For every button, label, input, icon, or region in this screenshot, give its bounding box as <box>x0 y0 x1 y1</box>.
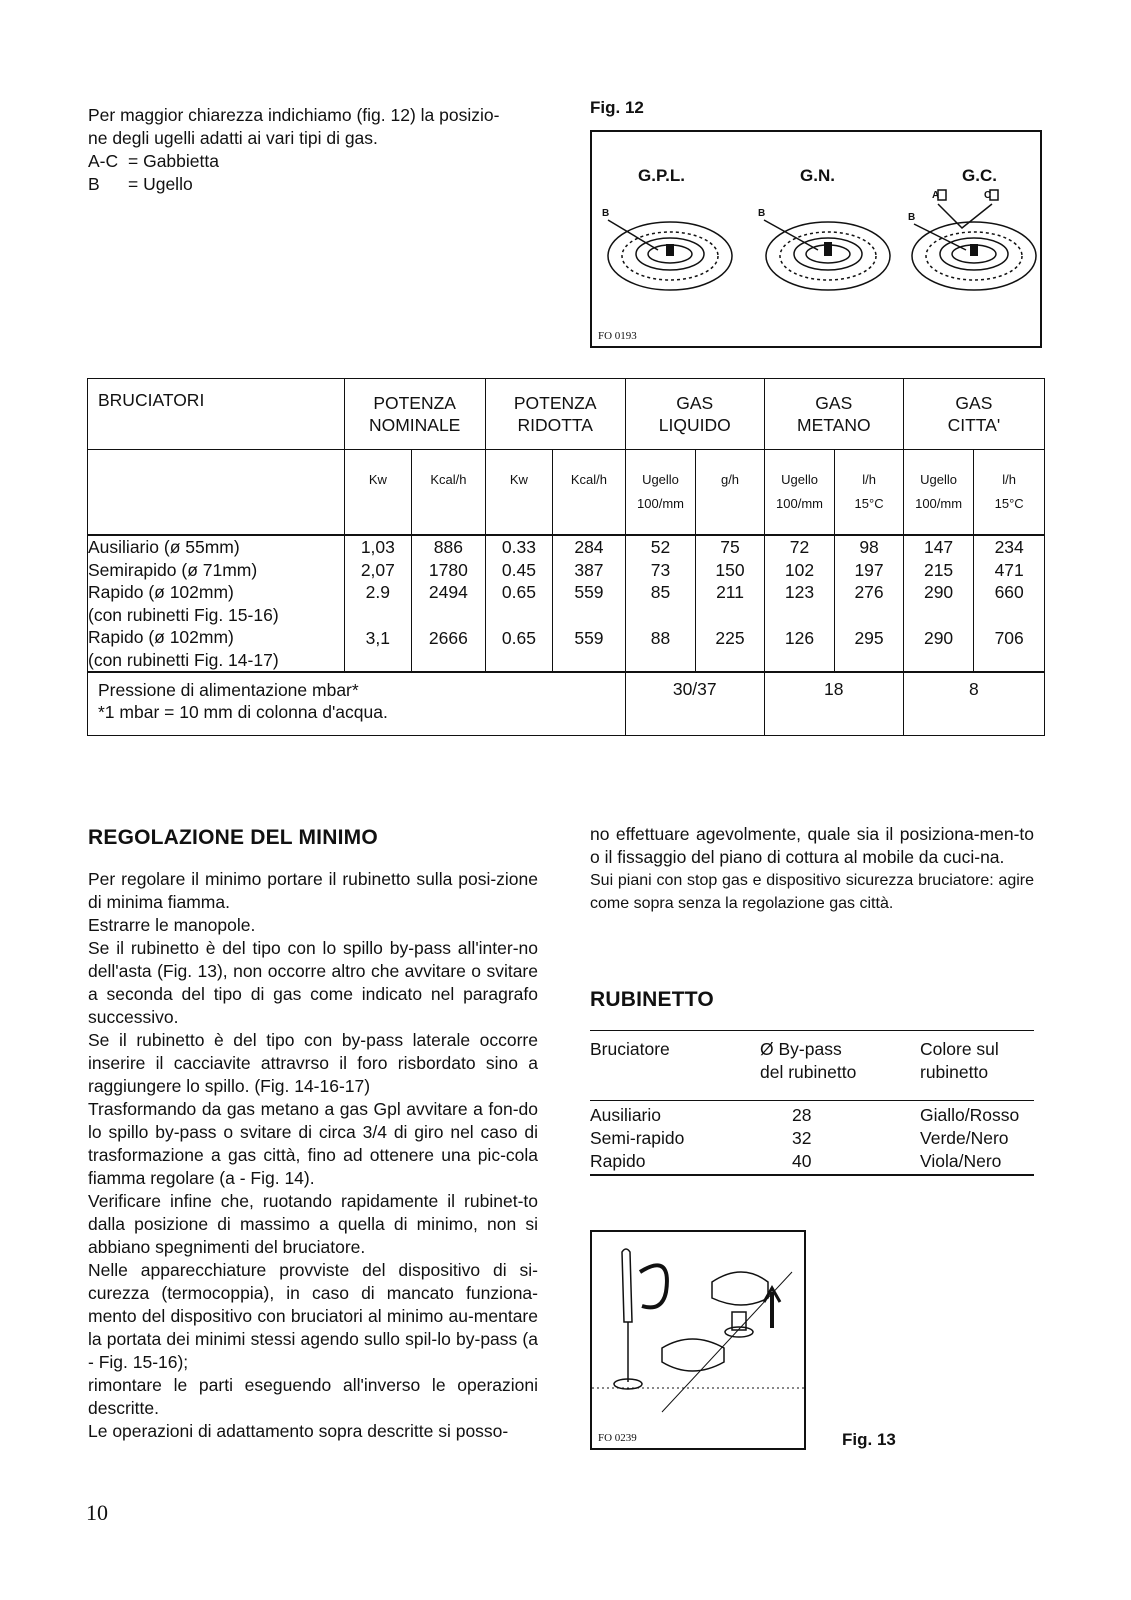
header-gas-citta: GAS CITTA' <box>903 379 1044 450</box>
rubinetto-cell: Verde/Nero <box>920 1128 1009 1148</box>
unit-cell: Kw <box>485 450 552 536</box>
page-number: 10 <box>86 1500 108 1525</box>
table-value: 284 <box>574 537 604 557</box>
table-value <box>696 604 764 627</box>
value-column <box>696 535 765 672</box>
table-value: 150 <box>715 559 745 580</box>
burner-names-cell <box>88 535 345 672</box>
letter-a: A <box>932 190 940 201</box>
paragraph: no effettuare agevolmente, quale sia il posiziona-men-to o il fissaggio del piano di cottura al mobile da cuci-na. <box>590 824 1034 867</box>
table-value: 276 <box>854 582 884 602</box>
table-value: 2494 <box>428 582 468 602</box>
pressure-liquido: 30/37 <box>625 672 764 736</box>
unit-cell: l/h 15°C <box>974 450 1045 536</box>
paragraph: Trasformando da gas metano a gas Gpl avvitare a fon-do lo spillo by-pass o svitare di circa 3/4 di giro nel caso di trasformazione a gas città, fino ad ottenere una pic-cola fiamma regolare (a - Fig. 14). <box>88 1099 538 1188</box>
table-value: 126 <box>784 627 815 648</box>
rubinetto-row <box>590 1127 1034 1150</box>
burner-name: Rapido (ø 102mm) <box>88 582 234 602</box>
table-value: 0.33 <box>501 537 536 557</box>
rubinetto-cell: 32 <box>792 1128 812 1148</box>
value-column <box>974 535 1045 672</box>
fig12-caption: Fig. 12 <box>590 98 644 117</box>
table-value: 234 <box>994 537 1024 557</box>
header-bruciatori: BRUCIATORI <box>88 379 345 450</box>
legend-key: B <box>88 174 100 194</box>
letter-b: B <box>758 208 766 219</box>
table-value: 52 <box>650 537 671 557</box>
table-value: 98 <box>859 537 879 557</box>
intro-line-2: ne degli ugelli adatti ai vari tipi di gas. <box>88 128 378 148</box>
rubinetto-cell: Semi-rapido <box>590 1128 685 1148</box>
rubinetto-header: Ø By-pass del rubinetto <box>760 1039 857 1082</box>
table-value: 0.45 <box>501 559 536 580</box>
paragraph: Sui piani con stop gas e dispositivo sicurezza bruciatore: agire come sopra senza la regolazione gas città. <box>590 872 1034 912</box>
paragraph: Per regolare il minimo portare il rubinetto sulla posi-zione di minima fiamma. <box>88 869 538 912</box>
fig12-illustration <box>590 130 1042 348</box>
table-value: 660 <box>994 582 1024 602</box>
burner-name: (con rubinetti Fig. 15-16) <box>88 604 279 625</box>
rubinetto-cell: Giallo/Rosso <box>920 1105 1020 1125</box>
rubinetto-cell: Viola/Nero <box>920 1151 1002 1171</box>
table-data-row <box>88 535 1045 672</box>
table-value: 290 <box>923 627 954 648</box>
intro-text <box>88 104 538 196</box>
rubinetto-row <box>590 1150 1034 1173</box>
continuation-text <box>590 823 1034 915</box>
burner-data-table <box>87 378 1045 736</box>
table-value: 706 <box>994 627 1024 648</box>
table-value: 559 <box>574 582 604 602</box>
table-value: 147 <box>923 537 954 557</box>
table-value <box>553 604 625 627</box>
rubinetto-header: Bruciatore <box>590 1039 670 1059</box>
table-value: 471 <box>994 559 1024 580</box>
table-value <box>412 604 485 627</box>
table-value <box>626 604 696 627</box>
table-rule-mid <box>590 1100 1034 1101</box>
table-value <box>486 604 552 627</box>
table-value: 85 <box>650 582 671 602</box>
value-column <box>344 535 411 672</box>
burner-name: Rapido (ø 102mm) <box>88 627 234 647</box>
unit-cell: Ugello 100/mm <box>625 450 696 536</box>
table-value <box>974 604 1044 627</box>
paragraph: Estrarre le manopole. <box>88 915 256 935</box>
value-column <box>903 535 974 672</box>
paragraph: Se il rubinetto è del tipo con lo spillo by-pass all'inter-no dell'asta (Fig. 13), non occorre altro che avvitare o svitare a seconda del tipo di gas come indicato nel paragrafo successivo. <box>88 938 538 1027</box>
letter-b: B <box>908 212 916 223</box>
table-units-row <box>88 450 1045 536</box>
table-rule-top <box>590 1030 1034 1031</box>
fig13-caption: Fig. 13 <box>842 1430 896 1449</box>
section-title-rubinetto: RUBINETTO <box>590 988 714 1011</box>
unit-cell: Ugello 100/mm <box>764 450 835 536</box>
paragraph: Verificare infine che, ruotando rapidamente il rubinet-to dalla posizione di massimo a quella di minimo, non si abbiano spegnimenti del bruciatore. <box>88 1191 538 1257</box>
table-value <box>345 604 411 627</box>
unit-cell: g/h <box>696 450 765 536</box>
fig12-code: FO 0193 <box>598 330 637 342</box>
table-value: 123 <box>784 582 815 602</box>
table-value: 75 <box>720 537 740 557</box>
pressure-citta: 8 <box>903 672 1044 736</box>
table-header-row <box>88 379 1045 450</box>
table-value: 0.65 <box>501 627 536 648</box>
intro-line-1: Per maggior chiarezza indichiamo (fig. 12) la posizio- <box>88 105 500 125</box>
table-value <box>835 604 903 627</box>
unit-cell: Kcal/h <box>412 450 486 536</box>
value-column <box>412 535 486 672</box>
fig13-illustration <box>590 1230 806 1450</box>
unit-cell: Ugello 100/mm <box>903 450 974 536</box>
table-value: 2.9 <box>365 582 390 602</box>
value-column <box>835 535 904 672</box>
burner-name: (con rubinetti Fig. 14-17) <box>88 649 279 670</box>
letter-c: C <box>984 190 992 201</box>
value-column <box>625 535 696 672</box>
pressure-note: *1 mbar = 10 mm di colonna d'acqua. <box>98 702 388 722</box>
burner-drawings <box>592 132 1040 346</box>
table-value: 559 <box>574 627 604 648</box>
paragraph: Se il rubinetto è del tipo con by-pass laterale occorre inserire il cacciavite attravrso il foro risbordato sino a raggiungere lo spillo. (Fig. 14-16-17) <box>88 1030 538 1096</box>
rubinetto-cell: 40 <box>792 1151 812 1171</box>
paragraph: Nelle apparecchiature provviste del dispositivo di si-curezza (termocoppia), in caso di mancato funziona-mento del dispositivo con bruciatori al minimo au-mentare la portata dei minimi stessi agendo sullo spil-lo by-pass (a - Fig. 15-16); <box>88 1260 538 1372</box>
table-value: 1780 <box>428 559 468 580</box>
gas-label-gpl: G.P.L. <box>638 166 685 185</box>
table-value: 197 <box>854 559 884 580</box>
table-rule-bottom <box>590 1174 1034 1176</box>
pressure-row <box>88 672 1045 736</box>
table-value: 211 <box>716 582 744 602</box>
header-potenza-nominale: POTENZA NOMINALE <box>344 379 485 450</box>
rubinetto-row <box>590 1104 1034 1127</box>
rubinetto-header-row <box>590 1038 1034 1084</box>
unit-cell: Kw <box>344 450 411 536</box>
table-value: 72 <box>789 537 810 557</box>
unit-cell: Kcal/h <box>553 450 626 536</box>
legend-value: = Ugello <box>128 174 193 194</box>
paragraph: Le operazioni di adattamento sopra descritte si posso- <box>88 1421 509 1441</box>
table-value <box>765 604 835 627</box>
burner-name: Semirapido (ø 71mm) <box>88 559 258 580</box>
section-title-regolazione: REGOLAZIONE DEL MINIMO <box>88 826 378 849</box>
table-value: 102 <box>784 559 815 580</box>
paragraph: rimontare le parti eseguendo all'inverso le operazioni descritte. <box>88 1375 538 1418</box>
header-potenza-ridotta: POTENZA RIDOTTA <box>485 379 625 450</box>
table-value: 3,1 <box>365 627 390 648</box>
value-column <box>553 535 626 672</box>
rubinetto-cell: Rapido <box>590 1151 646 1171</box>
gas-label-gn: G.N. <box>800 166 835 185</box>
tap-drawing <box>592 1232 804 1448</box>
table-value: 73 <box>650 559 671 580</box>
rubinetto-header: Colore sul rubinetto <box>920 1039 999 1082</box>
pressure-label-cell <box>88 672 626 736</box>
table-value: 88 <box>650 627 671 648</box>
value-column <box>764 535 835 672</box>
header-gas-metano: GAS METANO <box>764 379 903 450</box>
table-value: 0.65 <box>501 582 536 602</box>
units-empty-cell <box>88 450 345 536</box>
legend-row <box>88 150 538 173</box>
table-value: 290 <box>923 582 954 602</box>
table-value: 2,07 <box>360 559 395 580</box>
gas-label-gc: G.C. <box>962 166 997 185</box>
rubinetto-cell: 28 <box>792 1105 812 1125</box>
letter-b: B <box>602 208 610 219</box>
rubinetto-cell: Ausiliario <box>590 1105 661 1125</box>
table-value: 387 <box>574 559 604 580</box>
rubinetto-table <box>590 1038 1034 1173</box>
legend-row <box>88 173 538 196</box>
table-value: 225 <box>715 627 745 648</box>
table-value: 295 <box>854 627 884 648</box>
legend-key: A-C <box>88 151 119 171</box>
table-value: 1,03 <box>360 537 395 557</box>
table-value: 2666 <box>428 627 468 648</box>
table-value <box>904 604 974 627</box>
pressure-metano: 18 <box>764 672 903 736</box>
table-value: 886 <box>433 537 463 557</box>
value-column <box>485 535 552 672</box>
table-value: 215 <box>923 559 954 580</box>
fig13-code: FO 0239 <box>598 1432 637 1444</box>
unit-cell: l/h 15°C <box>835 450 904 536</box>
regolazione-body <box>88 868 538 1443</box>
pressure-label: Pressione di alimentazione mbar* <box>98 680 359 700</box>
burner-name: Ausiliario (ø 55mm) <box>88 537 240 557</box>
legend-value: = Gabbietta <box>128 151 219 171</box>
header-gas-liquido: GAS LIQUIDO <box>625 379 764 450</box>
